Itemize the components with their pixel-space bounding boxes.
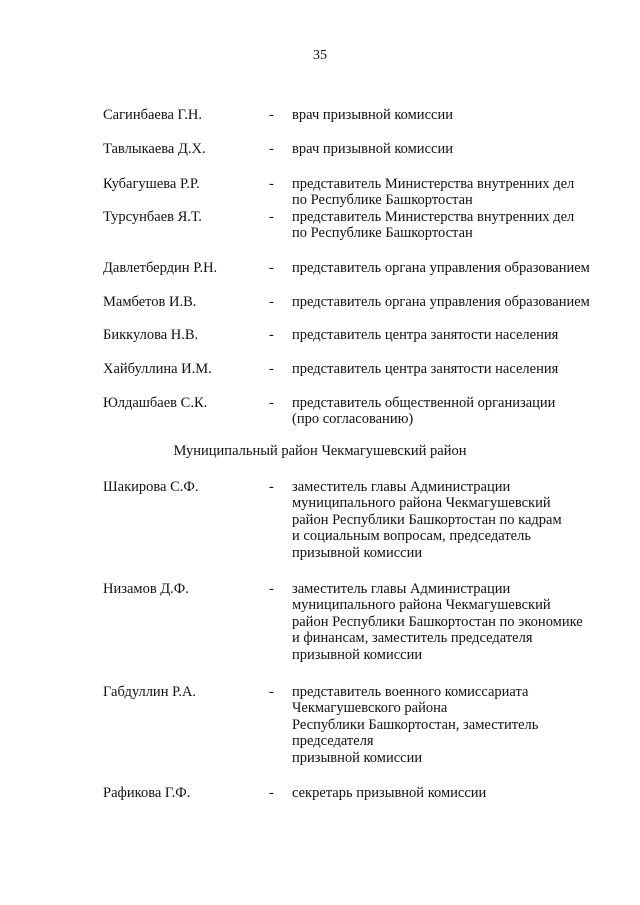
member-name: Мамбетов И.В. <box>103 294 197 310</box>
member-name: Габдуллин Р.А. <box>103 684 197 700</box>
role-line: муниципального района Чекмагушевский <box>292 597 551 614</box>
page-number: 35 <box>313 48 327 63</box>
role-line: заместитель главы Администрации <box>292 479 511 495</box>
separator-dash: - <box>269 684 274 700</box>
role-line: по Республике Башкортостан <box>292 192 473 209</box>
role-line: по Республике Башкортостан <box>292 225 473 242</box>
separator-dash: - <box>269 361 274 377</box>
separator-dash: - <box>269 294 274 310</box>
role-line: представитель центра занятости населения <box>292 361 559 377</box>
separator-dash: - <box>269 785 274 801</box>
role-line: заместитель главы Администрации <box>292 581 511 597</box>
member-name: Хайбуллина И.М. <box>103 361 212 377</box>
member-role <box>292 361 627 377</box>
member-name: Рафикова Г.Ф. <box>103 785 191 801</box>
member-name: Низамов Д.Ф. <box>103 581 189 597</box>
separator-dash: - <box>269 479 274 495</box>
section-heading: Муниципальный район Чекмагушевский район <box>173 443 467 459</box>
member-role <box>292 107 627 123</box>
separator-dash: - <box>269 209 274 225</box>
role-line: представитель Министерства внутренних дел <box>292 209 575 225</box>
member-name: Юлдашбаев С.К. <box>103 395 208 411</box>
role-line: и финансам, заместитель председателя <box>292 630 533 647</box>
separator-dash: - <box>269 107 274 123</box>
separator-dash: - <box>269 581 274 597</box>
member-role <box>292 479 627 561</box>
role-line: муниципального района Чекмагушевский <box>292 495 551 512</box>
role-line: врач призывной комиссии <box>292 107 453 123</box>
role-line: секретарь призывной комиссии <box>292 785 487 801</box>
role-line: Республики Башкортостан, заместитель <box>292 716 539 733</box>
member-role <box>292 260 627 276</box>
role-line: врач призывной комиссии <box>292 141 453 157</box>
role-line: представитель общественной организации <box>292 395 556 411</box>
role-line: председателя <box>292 733 374 750</box>
role-line: призывной комиссии <box>292 646 423 663</box>
member-role <box>292 684 627 766</box>
role-line: представитель центра занятости населения <box>292 327 559 343</box>
role-line: призывной комиссии <box>292 749 423 766</box>
role-line: представитель Министерства внутренних дел <box>292 176 575 192</box>
role-line: (про согласованию) <box>292 411 414 428</box>
role-line: представитель органа управления образованием <box>292 260 590 276</box>
role-line: район Республики Башкортостан по экономике <box>292 613 583 630</box>
member-name: Кубагушева Р.Р. <box>103 176 200 192</box>
member-role <box>292 209 627 242</box>
role-line: представитель органа управления образованием <box>292 294 590 310</box>
separator-dash: - <box>269 176 274 192</box>
member-name: Сагинбаева Г.Н. <box>103 107 203 123</box>
role-line: Чекмагушевского района <box>292 700 448 717</box>
separator-dash: - <box>269 260 274 276</box>
member-role <box>292 294 627 310</box>
role-line: призывной комиссии <box>292 544 423 561</box>
member-role <box>292 176 627 209</box>
role-line: район Республики Башкортостан по кадрам <box>292 511 562 528</box>
role-line: представитель военного комиссариата <box>292 684 529 700</box>
member-role <box>292 581 627 663</box>
separator-dash: - <box>269 327 274 343</box>
member-name: Шакирова С.Ф. <box>103 479 199 495</box>
separator-dash: - <box>269 395 274 411</box>
member-name: Тавлыкаева Д.Х. <box>103 141 206 157</box>
member-name: Биккулова Н.В. <box>103 327 199 343</box>
member-role <box>292 395 627 428</box>
separator-dash: - <box>269 141 274 157</box>
member-role <box>292 327 627 343</box>
member-role <box>292 141 627 157</box>
member-name: Турсунбаев Я.Т. <box>103 209 202 225</box>
member-name: Давлетбердин Р.Н. <box>103 260 218 276</box>
role-line: и социальным вопросам, председатель <box>292 528 531 545</box>
member-role <box>292 785 627 801</box>
